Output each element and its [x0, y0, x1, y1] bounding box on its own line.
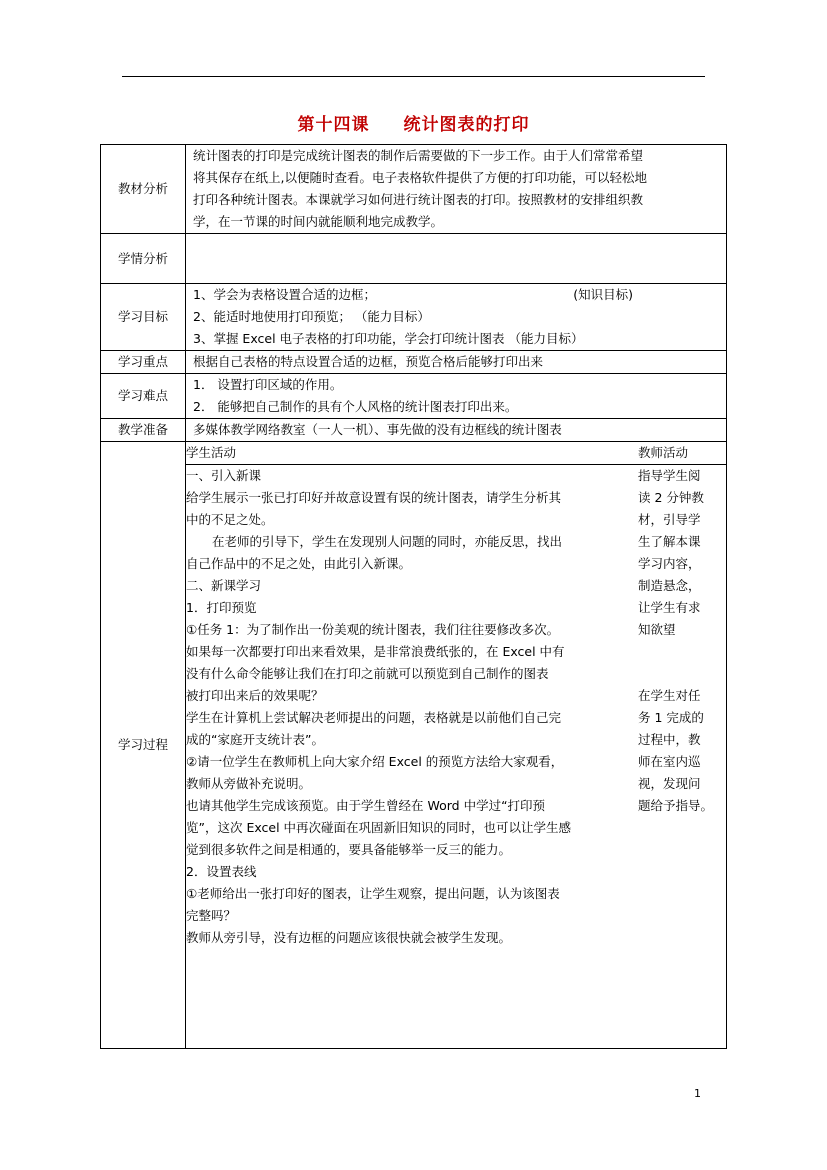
teacher-line: 师在室内巡: [638, 754, 701, 769]
teacher-line: 制造悬念，: [638, 578, 701, 593]
process-inner-table: [186, 442, 727, 1048]
activity-line: 成的“家庭开支统计表”。: [186, 732, 324, 747]
row-preparation: [101, 419, 727, 442]
lesson-plan-table: [100, 144, 727, 1049]
lesson-title: 统计图表的打印: [403, 115, 530, 135]
text-line: 将其保存在纸上,以便随时查看。电子表格软件提供了方便的打印功能，可以轻松地: [193, 170, 647, 185]
row-difficulties: [101, 374, 727, 419]
row-process: [101, 442, 727, 1049]
objectives-content: [186, 284, 727, 351]
activity-line: 教师从旁引导，没有边框的问题应该很快就会被学生发现。: [186, 930, 512, 945]
objective-text: 1、学会为表格设置合适的边框；: [193, 287, 376, 302]
activity-line: 学生在计算机上尝试解决老师提出的问题，表格就是以前他们自己完: [186, 710, 562, 725]
activity-line: 1．打印预览: [186, 600, 257, 615]
activity-line: 觉到很多软件之间是相通的，要具备能够举一反三的能力。: [186, 842, 512, 857]
row-learner-analysis: [101, 234, 727, 284]
activity-line: 也请其他学生完成该预览。由于学生曾经在 Word 中学过“打印预: [186, 798, 546, 813]
objective-item: 2、能适时地使用打印预览； （能力目标）: [193, 309, 430, 324]
teacher-line: 指导学生阅: [638, 468, 701, 483]
label-learner-analysis: 学情分析: [101, 234, 186, 284]
teacher-line: 务 1 完成的: [638, 710, 704, 725]
activity-line: 给学生展示一张已打印好并故意设置有误的统计图表，请学生分析其: [186, 490, 562, 505]
label-difficulties: 学习难点: [101, 374, 186, 419]
teacher-line: 题给予指导。: [638, 798, 714, 813]
activity-line: 2．设置表线: [186, 864, 257, 879]
teacher-line: 学习内容，: [638, 556, 701, 571]
difficulty-item: 2． 能够把自己制作的具有个人风格的统计图表打印出来。: [193, 399, 518, 414]
text-line: 统计图表的打印是完成统计图表的制作后需要做的下一步工作。由于人们常常希望: [193, 148, 644, 163]
teacher-line: 过程中，教: [638, 732, 701, 747]
activity-line: 览”，这次 Excel 中再次碰面在巩固新旧知识的同时，也可以让学生感: [186, 820, 572, 835]
row-objectives: [101, 284, 727, 351]
teacher-activity-header: 教师活动: [638, 442, 727, 465]
page-number: 1: [694, 1087, 701, 1100]
student-activity-header: 学生活动: [186, 442, 638, 465]
objective-tag: (知识目标): [573, 287, 633, 302]
teacher-line: 生了解本课: [638, 534, 701, 549]
textbook-analysis-content: [186, 145, 727, 234]
difficulties-content: [186, 374, 727, 419]
objective-item: [193, 284, 719, 306]
activity-line: 完整吗？: [186, 908, 237, 923]
learner-analysis-content: [186, 234, 727, 284]
lesson-number: 第十四课: [297, 115, 370, 135]
teacher-line: 知欲望: [638, 622, 676, 637]
activity-line: 被打印出来后的效果呢？: [186, 688, 324, 703]
activity-line: 没有什么命令能够让我们在打印之前就可以预览到自己制作的图表: [186, 666, 549, 681]
activity-line: ①任务 1：为了制作出一份美观的统计图表，我们往往要修改多次。: [186, 622, 560, 637]
teacher-line: 在学生对任: [638, 688, 701, 703]
teacher-line: [638, 663, 727, 685]
teacher-line: 材，引导学: [638, 512, 701, 527]
activity-line: ②请一位学生在教师机上向大家介绍 Excel 的预览方法给大家观看，: [186, 754, 564, 769]
activity-line: 自己作品中的不足之处，由此引入新课。: [186, 556, 412, 571]
activity-line: 教师从旁做补充说明。: [186, 776, 312, 791]
teacher-line: 让学生有求: [638, 600, 701, 615]
preparation-content: 多媒体教学网络教室（一人一机）、事先做的没有边框线的统计图表: [186, 419, 727, 442]
text-line: 学，在一节课的时间内就能顺利地完成教学。: [193, 214, 444, 229]
text-line: 打印各种统计图表。本课就学习如何进行统计图表的打印。按照教材的安排组织教: [193, 192, 644, 207]
teacher-line: 视，发现问: [638, 776, 701, 791]
process-header-row: [186, 442, 727, 465]
label-preparation: 教学准备: [101, 419, 186, 442]
row-key-points: [101, 351, 727, 374]
activity-line: 一、引入新课: [186, 468, 262, 483]
label-textbook-analysis: 教材分析: [101, 145, 186, 234]
page-title: [0, 110, 827, 135]
difficulty-item: 1． 设置打印区域的作用。: [193, 377, 343, 392]
teacher-line: 读 2 分钟教: [638, 490, 704, 505]
teacher-activity-content: [638, 465, 727, 1049]
process-content: [186, 442, 727, 1049]
activity-line: 在老师的引导下，学生在发现别人问题的同时，亦能反思，找出: [212, 534, 563, 549]
activity-line: 二、新课学习: [186, 578, 262, 593]
activity-line: 中的不足之处。: [186, 512, 274, 527]
teacher-line: [638, 641, 727, 663]
activity-line: ①老师给出一张打印好的图表，让学生观察，提出问题，认为该图表: [186, 886, 560, 901]
objective-item: 3、掌握 Excel 电子表格的打印功能，学会打印统计图表 （能力目标）: [193, 331, 584, 346]
label-key-points: 学习重点: [101, 351, 186, 374]
process-body-row: [186, 465, 727, 1049]
row-textbook-analysis: [101, 145, 727, 234]
student-activity-content: [186, 465, 638, 1049]
header-rule: [122, 76, 705, 77]
key-points-content: 根据自己表格的特点设置合适的边框，预览合格后能够打印出来: [186, 351, 727, 374]
label-objectives: 学习目标: [101, 284, 186, 351]
activity-line: 如果每一次都要打印出来看效果，是非常浪费纸张的，在 Excel 中有: [186, 644, 565, 659]
label-process: 学习过程: [101, 442, 186, 1049]
